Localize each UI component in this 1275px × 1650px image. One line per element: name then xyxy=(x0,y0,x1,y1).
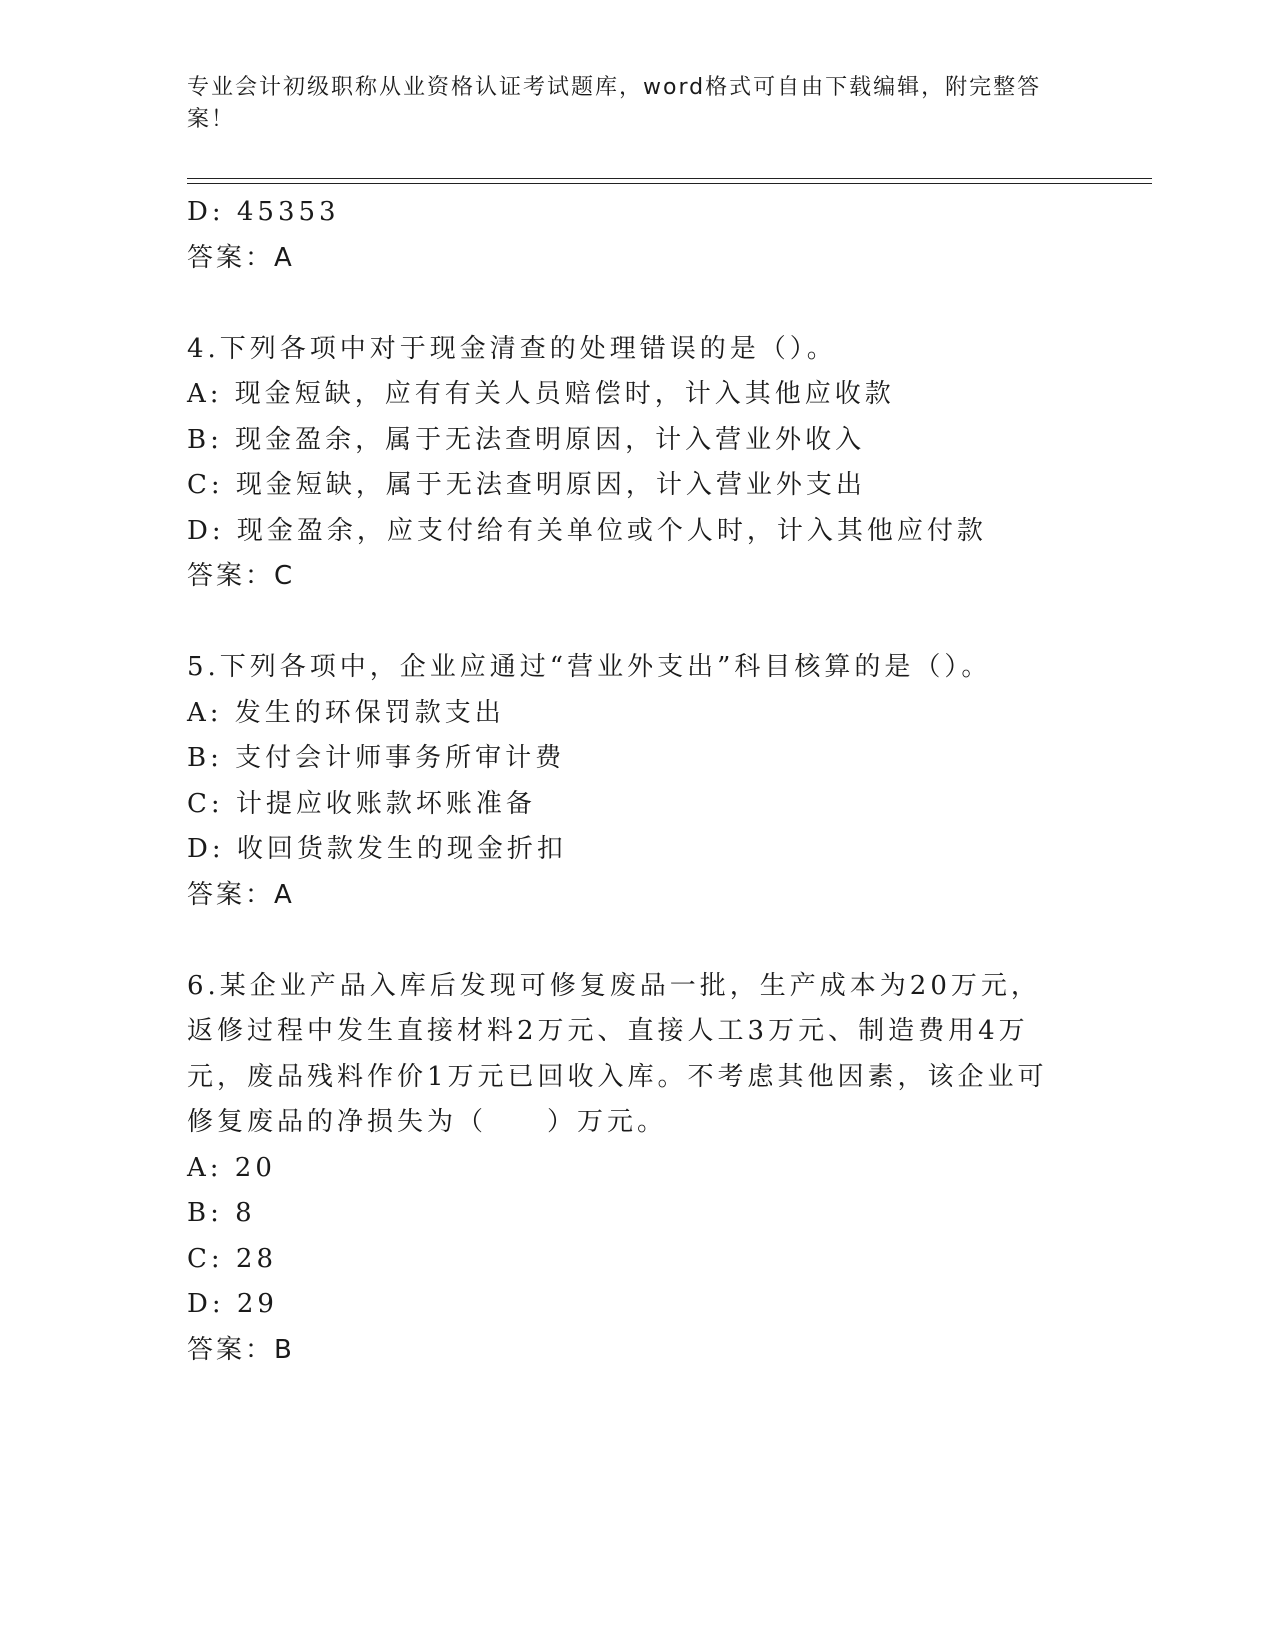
question-answer: 答案：A xyxy=(187,879,295,910)
question-list xyxy=(187,190,1087,1373)
question-option-a: A: 20 xyxy=(187,1152,276,1183)
prev-question-answer: 答案：A xyxy=(187,242,295,273)
question-block-6 xyxy=(187,964,1087,1374)
question-option-d: D: 现金盈余，应支付给有关单位或个人时，计入其他应付款 xyxy=(187,515,987,546)
question-option-d: D: 29 xyxy=(187,1289,278,1319)
question-stem: 5.下列各项中，企业应通过“营业外支出”科目核算的是（）。 xyxy=(187,652,992,682)
prev-question-option-d: D: 45353 xyxy=(187,197,340,227)
question-option-a: A: 发生的环保罚款支出 xyxy=(187,697,505,728)
question-block-4 xyxy=(187,327,1087,600)
question-answer: 答案：B xyxy=(187,1334,295,1365)
spacer xyxy=(187,600,1087,646)
question-option-d: D: 收回货款发生的现金折扣 xyxy=(187,834,567,864)
question-stem: 4.下列各项中对于现金清查的处理错误的是（）。 xyxy=(187,333,837,364)
question-option-c: C: 28 xyxy=(187,1243,278,1274)
header-divider-bottom xyxy=(187,183,1152,184)
question-answer: 答案：C xyxy=(187,561,296,591)
question-stem: 6.某企业产品入库后发现可修复废品一批，生产成本为20万元，返修过程中发生直接材料2万元、直接人工3万元、制造费用4万元，废品残料作价1万元已回收入库。不考虑其他因素，该企业可修复废品的净损失为（ ）万元。 xyxy=(187,970,1048,1137)
question-option-b: B: 8 xyxy=(187,1198,256,1228)
spacer xyxy=(187,281,1087,327)
question-option-a: A: 现金短缺，应有有关人员赔偿时，计入其他应收款 xyxy=(187,379,895,409)
spacer xyxy=(187,918,1087,964)
question-option-b: B: 支付会计师事务所审计费 xyxy=(187,743,566,773)
page-header: 专业会计初级职称从业资格认证考试题库，word格式可自由下载编辑，附完整答案！ xyxy=(187,75,1042,132)
question-option-c: C: 计提应收账款坏账准备 xyxy=(187,788,536,819)
question-block-5 xyxy=(187,645,1087,918)
question-option-c: C: 现金短缺，属于无法查明原因，计入营业外支出 xyxy=(187,470,866,500)
header-divider-top xyxy=(187,178,1152,179)
question-option-b: B: 现金盈余，属于无法查明原因，计入营业外收入 xyxy=(187,424,866,455)
